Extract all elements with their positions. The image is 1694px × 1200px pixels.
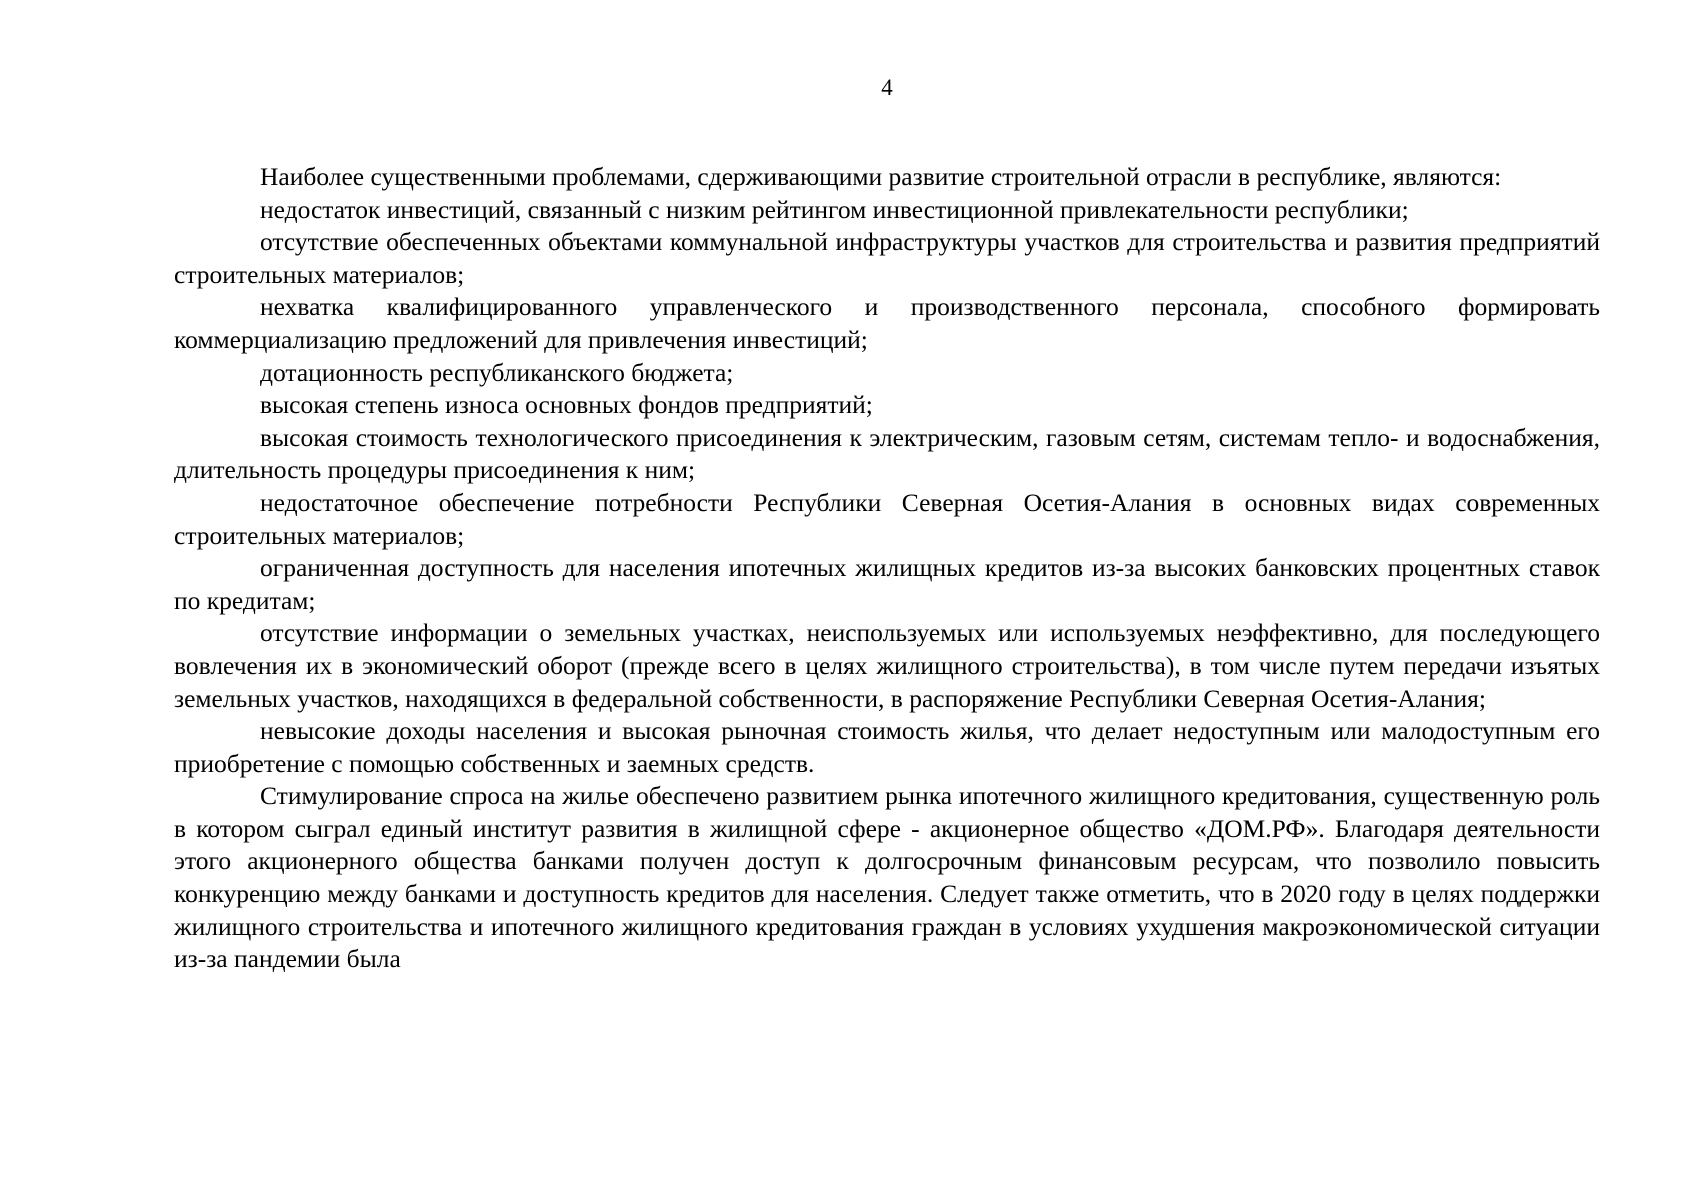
paragraph-infrastructure-sites: отсутствие обеспеченных объектами коммунальной инфраструктуры участков для строительства и развития предприятий строительных материалов;	[174, 227, 1600, 289]
paragraph-budget-subsidy: дотационность республиканского бюджета;	[260, 357, 734, 387]
paragraph-low-income: невысокие доходы населения и высокая рыночная стоимость жилья, что делает недоступным или малодоступным его приобретение с помощью собственных и заемных средств.	[174, 716, 1600, 778]
paragraph-personnel-shortage: нехватка квалифицированного управленческого и производственного персонала, способного формировать коммерциализацию предложений для привлечения инвестиций;	[174, 292, 1600, 354]
paragraph-demand-stimulation: Стимулирование спроса на жилье обеспечено развитием рынка ипотечного жилищного кредитования, существенную роль в котором сыграл единый институт развития в жилищной сфере - акционерное общество «ДОМ.РФ». Благодаря деятельности этого акционерного общества банками получен доступ к долгосрочным финансовым ресурсам, что позволило повысить конкуренцию между банками и доступность кредитов для населения. Следует также отметить, что в 2020 году в целях поддержки жилищного строительства и ипотечного жилищного кредитования граждан в условиях ухудшения макроэкономической ситуации из-за пандемии была	[174, 781, 1600, 974]
paragraph-materials-supply: недостаточное обеспечение потребности Республики Северная Осетия-Алания в основных видах современных строительных материалов;	[174, 487, 1600, 550]
document-body	[174, 161, 1600, 976]
paragraph-investment-shortage: недостаток инвестиций, связанный с низким рейтингом инвестиционной привлекательности республики;	[260, 194, 1409, 224]
paragraph-intro: Наиболее существенными проблемами, сдерживающими развитие строительной отрасли в республике, являются:	[260, 162, 1502, 191]
paragraph-land-information: отсутствие информации о земельных участках, неиспользуемых или используемых неэффективно, для последующего вовлечения их в экономический оборот (прежде всего в целях жилищного строительства), в том числе путем передачи изъятых земельных участков, находящихся в федеральной собственности, в распоряжение Республики Северная Осетия-Алания;	[174, 618, 1600, 713]
paragraph-mortgage-access: ограниченная доступность для населения ипотечных жилищных кредитов из-за высоких банковских процентных ставок по кредитам;	[174, 553, 1600, 615]
paragraph-asset-wear: высокая степень износа основных фондов предприятий;	[260, 390, 873, 420]
page-number: 4	[881, 75, 893, 100]
paragraph-connection-cost: высокая стоимость технологического присоединения к электрическим, газовым сетям, системам тепло- и водоснабжения, длительность процедуры присоединения к ним;	[174, 422, 1600, 485]
